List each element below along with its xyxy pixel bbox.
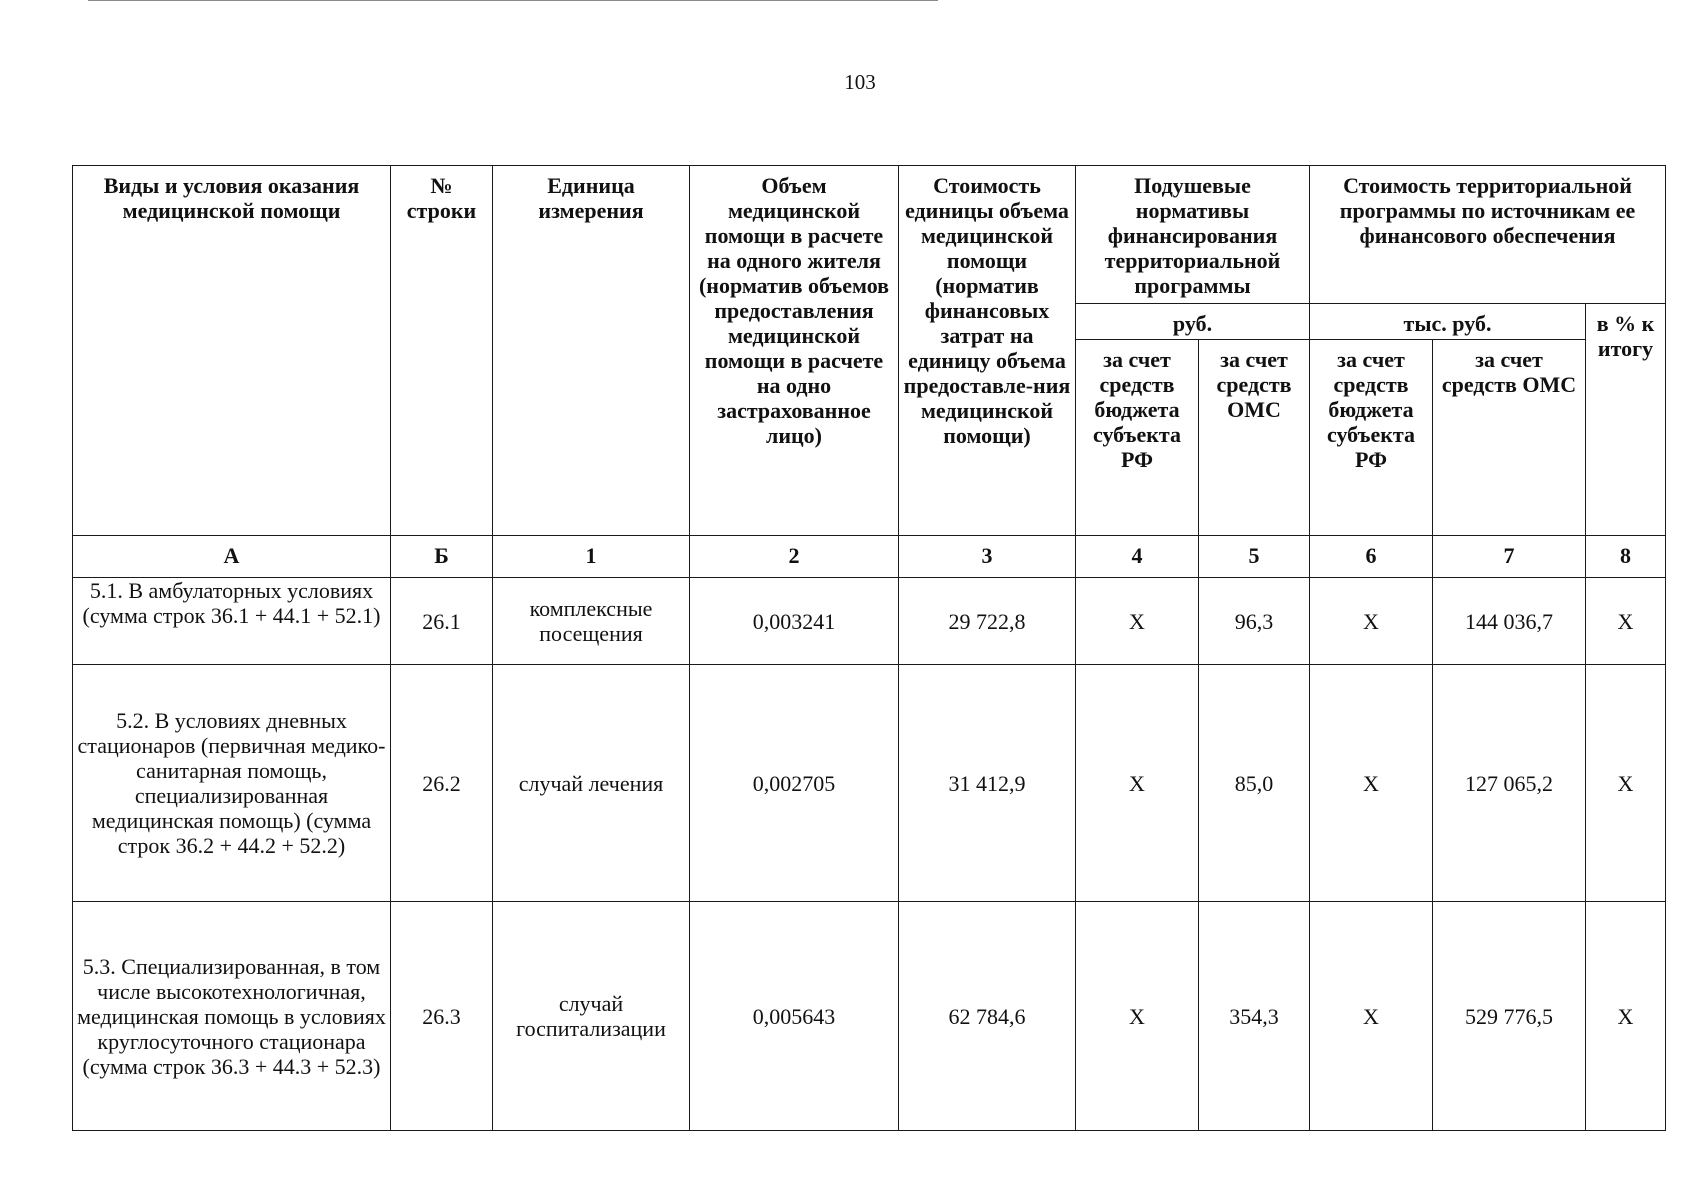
- column-letter: 2: [690, 536, 899, 578]
- header-line-number: № строки: [391, 166, 493, 536]
- row-volume: 0,003241: [690, 578, 899, 665]
- row-cost-oms: 529 776,5: [1433, 902, 1586, 1131]
- row-line-number: 26.3: [391, 902, 493, 1131]
- row-unit: случай госпитализации: [493, 902, 690, 1131]
- header-cost-oms: за счет средств ОМС: [1433, 340, 1586, 536]
- page-number: 103: [844, 70, 876, 94]
- row-cost-budget: Х: [1310, 902, 1433, 1131]
- header-per-capita-budget: за счет средств бюджета субъекта РФ: [1076, 340, 1199, 536]
- row-unit: случай лечения: [493, 665, 690, 902]
- program-cost-table: [72, 165, 1666, 1131]
- header-rub: руб.: [1076, 304, 1310, 340]
- column-letter: 8: [1586, 536, 1666, 578]
- column-letter: 7: [1433, 536, 1586, 578]
- row-percent-total: Х: [1586, 578, 1666, 665]
- row-unit: комплексные посещения: [493, 578, 690, 665]
- column-letter: Б: [391, 536, 493, 578]
- row-unit-cost: 31 412,9: [899, 665, 1076, 902]
- header-unit: Единица измерения: [493, 166, 690, 536]
- row-volume: 0,002705: [690, 665, 899, 902]
- row-per-capita-oms: 354,3: [1199, 902, 1310, 1131]
- header-volume: Объем медицинской помощи в расчете на одного жителя (норматив объемов предоставления медицинской помощи в расчете на одно застрахованное лицо): [690, 166, 899, 536]
- row-unit-cost: 62 784,6: [899, 902, 1076, 1131]
- column-letter: 4: [1076, 536, 1199, 578]
- header-cost-budget: за счет средств бюджета субъекта РФ: [1310, 340, 1433, 536]
- row-per-capita-oms: 96,3: [1199, 578, 1310, 665]
- column-letter: А: [73, 536, 391, 578]
- row-per-capita-budget: Х: [1076, 578, 1199, 665]
- header-per-capita-oms: за счет средств ОМС: [1199, 340, 1310, 536]
- table-row: [73, 665, 1666, 902]
- header-unit-cost: Стоимость единицы объема медицинской помощи (норматив финансовых затрат на единицу объема предоставле-ния медицинской помощи): [899, 166, 1076, 536]
- row-cost-budget: Х: [1310, 665, 1433, 902]
- row-line-number: 26.2: [391, 665, 493, 902]
- row-cost-oms: 127 065,2: [1433, 665, 1586, 902]
- row-name: 5.1. В амбулаторных условиях (сумма строк 36.1 + 44.1 + 52.1): [73, 578, 391, 665]
- row-percent-total: Х: [1586, 902, 1666, 1131]
- row-per-capita-oms: 85,0: [1199, 665, 1310, 902]
- row-cost-oms: 144 036,7: [1433, 578, 1586, 665]
- header-program-cost-group: Стоимость территориальной программы по источникам ее финансового обеспечения: [1310, 166, 1666, 304]
- header-per-capita-group: Подушевые нормативы финансирования территориальной программы: [1076, 166, 1310, 304]
- row-cost-budget: Х: [1310, 578, 1433, 665]
- column-letter: 1: [493, 536, 690, 578]
- top-rule: [88, 0, 938, 1]
- table-row: [73, 578, 1666, 665]
- header-percent-total: в % к итогу: [1586, 304, 1666, 536]
- header-thousand-rub: тыс. руб.: [1310, 304, 1586, 340]
- column-letter: 6: [1310, 536, 1433, 578]
- row-per-capita-budget: Х: [1076, 902, 1199, 1131]
- row-line-number: 26.1: [391, 578, 493, 665]
- row-name: 5.3. Специализированная, в том числе высокотехнологичная, медицинская помощь в условиях круглосуточного стационара (сумма строк 36.3 + 44.3 + 52.3): [73, 902, 391, 1131]
- row-unit-cost: 29 722,8: [899, 578, 1076, 665]
- row-percent-total: Х: [1586, 665, 1666, 902]
- column-letter: 5: [1199, 536, 1310, 578]
- header-kind-conditions: Виды и условия оказания медицинской помощи: [73, 166, 391, 536]
- table-row: [73, 902, 1666, 1131]
- column-letter: 3: [899, 536, 1076, 578]
- row-per-capita-budget: Х: [1076, 665, 1199, 902]
- row-name: 5.2. В условиях дневных стационаров (первичная медико-санитарная помощь, специализированная медицинская помощь) (сумма строк 36.2 + 44.2 + 52.2): [73, 665, 391, 902]
- row-volume: 0,005643: [690, 902, 899, 1131]
